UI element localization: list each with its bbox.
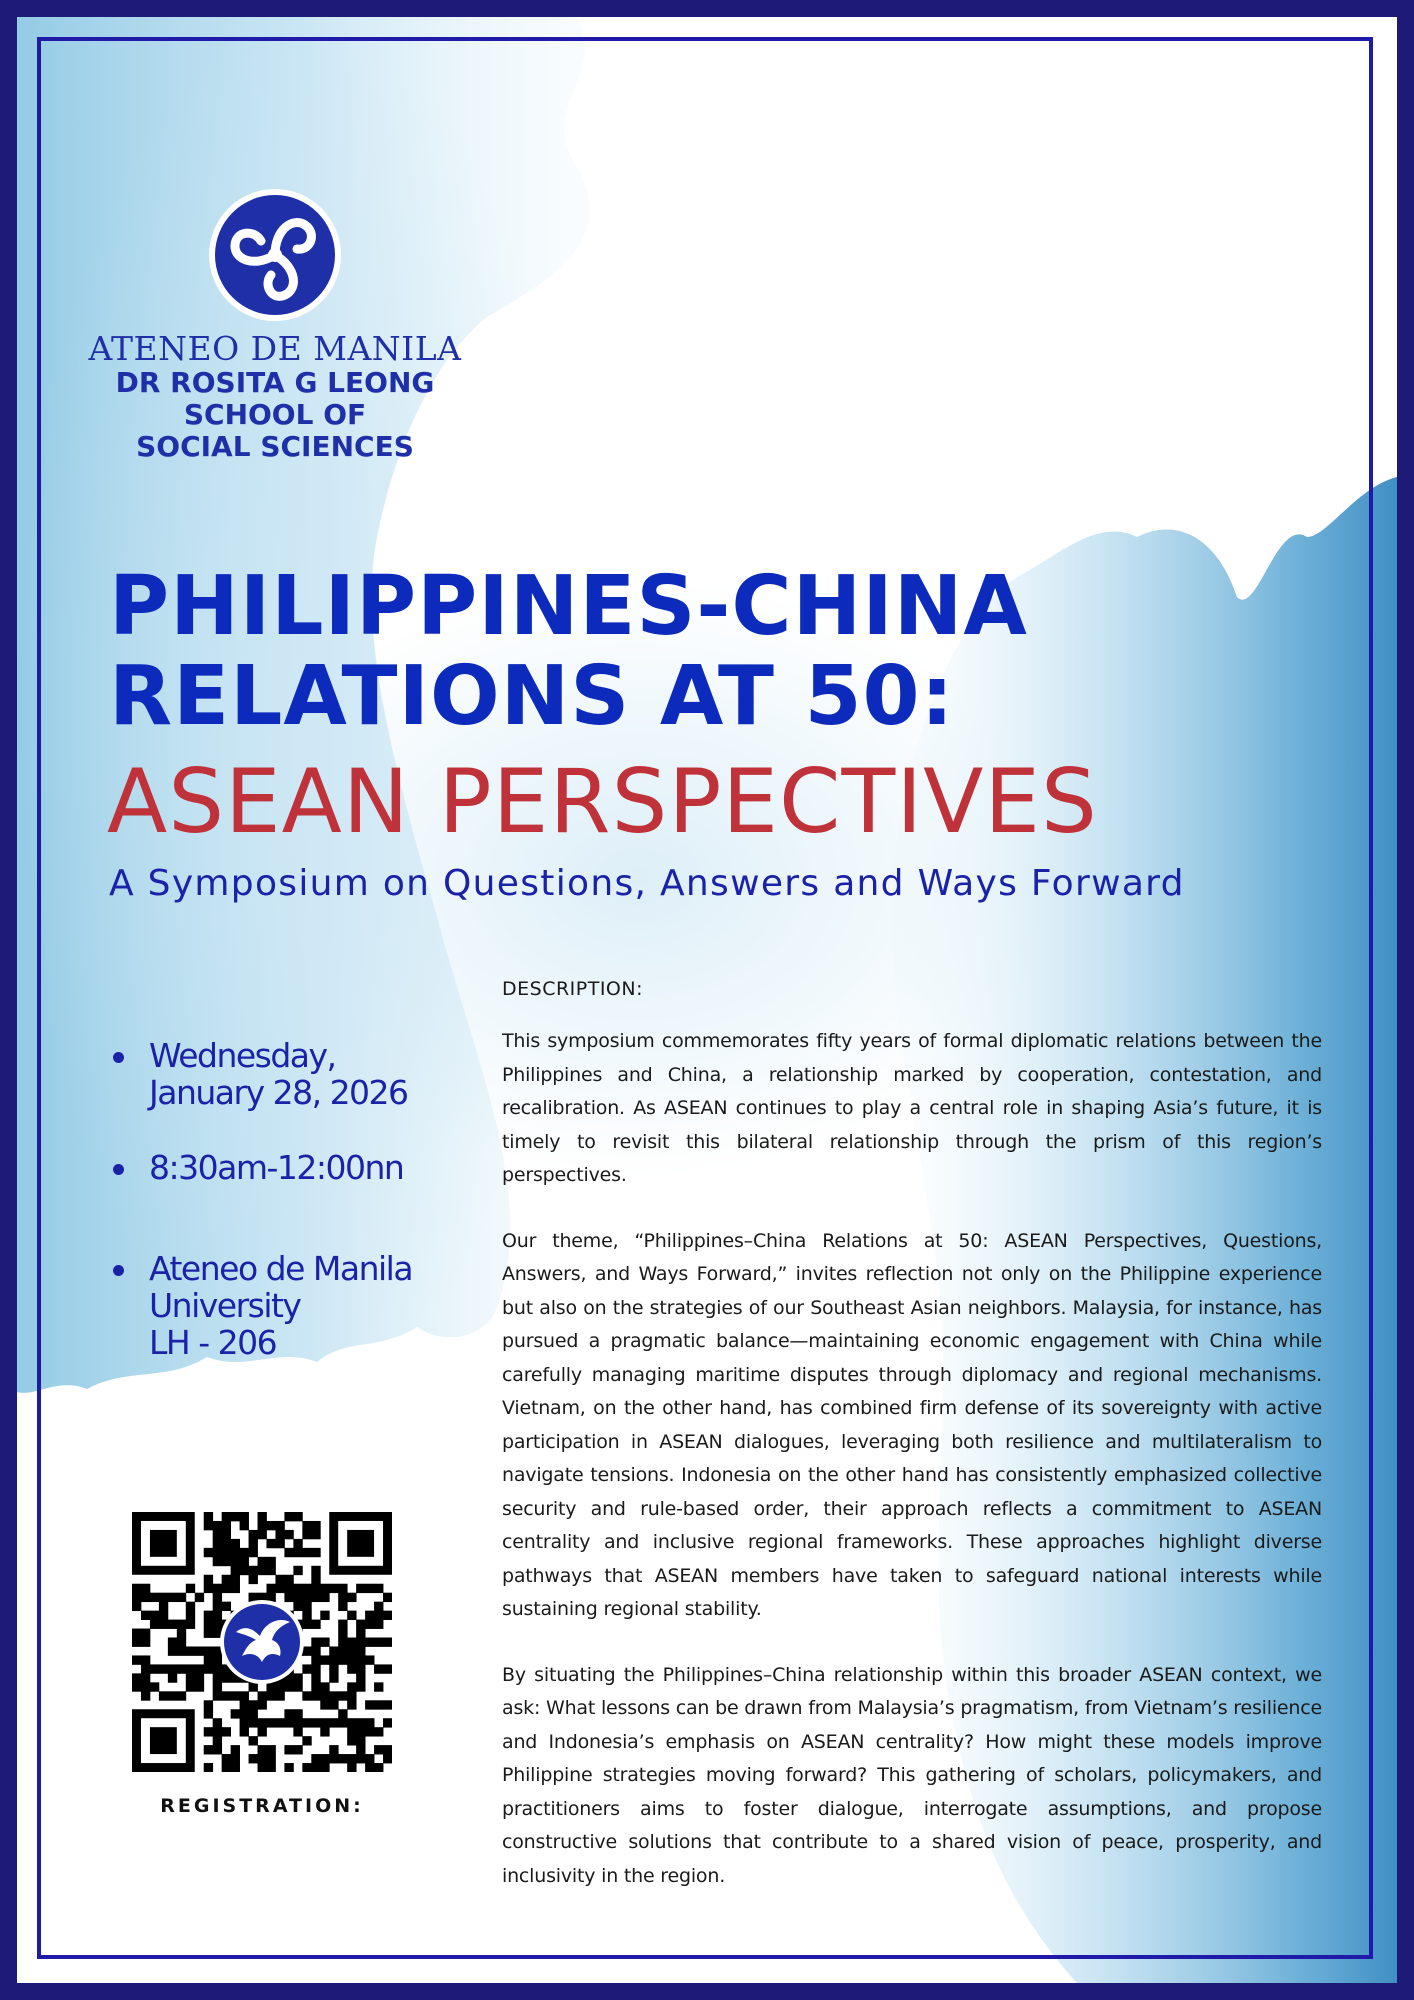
title-line-2: RELATIONS AT 50: [109, 649, 955, 744]
description-section [502, 975, 1322, 1925]
event-subtitle: A Symposium on Questions, Answers and Ways Forward [109, 863, 1185, 904]
description-heading: DESCRIPTION: [502, 978, 644, 1000]
venue-line-2: University [149, 1286, 301, 1325]
title-line-1: PHILIPPINES-CHINA [109, 559, 1028, 654]
venue-line-3: LH - 206 [149, 1323, 277, 1362]
event-details [107, 1037, 487, 1361]
poster [17, 17, 1397, 1983]
logo-line-school-of: SCHOOL OF [183, 398, 367, 431]
date-full: January 28, 2026 [149, 1073, 408, 1112]
eagle-icon [224, 1604, 300, 1680]
school-logo [75, 189, 475, 463]
title-line-3: ASEAN PERSPECTIVES [107, 750, 1098, 853]
event-venue [107, 1250, 487, 1361]
event-time [107, 1149, 487, 1186]
venue-line-1: Ateneo de Manila [149, 1249, 413, 1288]
qr-code-icon[interactable] [132, 1512, 392, 1772]
registration-qr-code[interactable] [132, 1512, 392, 1776]
logo-line-ateneo: ATENEO DE MANILA [88, 329, 462, 368]
date-weekday: Wednesday, [149, 1036, 336, 1075]
triskelion-icon [209, 189, 341, 321]
description-paragraph-1: This symposium commemorates fifty years of formal diplomatic relations between the Philippines and China, a relationship marked by cooperation, contestation, and recalibration. As ASEAN continues to play a central role in shaping Asia’s future, it is timely to revisit this bilateral relationship through the prism of this region’s perspectives. [502, 1030, 1322, 1186]
event-date [107, 1037, 487, 1111]
logo-line-dr-rosita: DR ROSITA G LEONG [115, 366, 435, 399]
description-paragraph-2: Our theme, “Philippines–China Relations at 50: ASEAN Perspectives, Questions, Answers, and Ways Forward,” invites reflection not only on the Philippine experience but also on the strategies of our Southeast Asian neighbors. Malaysia, for instance, has pursued a pragmatic balance—maintaining economic engagement with China while carefully managing maritime disputes through diplomacy and regional mechanisms. Vietnam, on the other hand, has combined firm defense of its sovereignty with active participation in ASEAN dialogues, leveraging both resilience and multilateralism to navigate tensions. Indonesia on the other hand has consistently emphasized collective security and rule-based order, their approach reflects a commitment to ASEAN centrality and inclusive regional frameworks. These approaches highlight diverse pathways that ASEAN members have taken to safeguard national interests while sustaining regional stability. [502, 1229, 1322, 1620]
logo-line-social-sciences: SOCIAL SCIENCES [136, 430, 414, 463]
registration-label: REGISTRATION: [160, 1795, 364, 1817]
description-paragraph-3: By situating the Philippines–China relationship within this broader ASEAN context, we ask: What lessons can be drawn from Malaysia’s pragmatism, from Vietnam’s resilience and Indonesia’s emphasis on ASEAN centrality? How might these models improve Philippine strategies moving forward? This gathering of scholars, policymakers, and practitioners aims to foster dialogue, interrogate assumptions, and propose constructive solutions that contribute to a shared vision of peace, prosperity, and inclusivity in the region. [502, 1663, 1322, 1887]
event-title [109, 559, 1028, 744]
time-range: 8:30am-12:00nn [149, 1148, 404, 1187]
